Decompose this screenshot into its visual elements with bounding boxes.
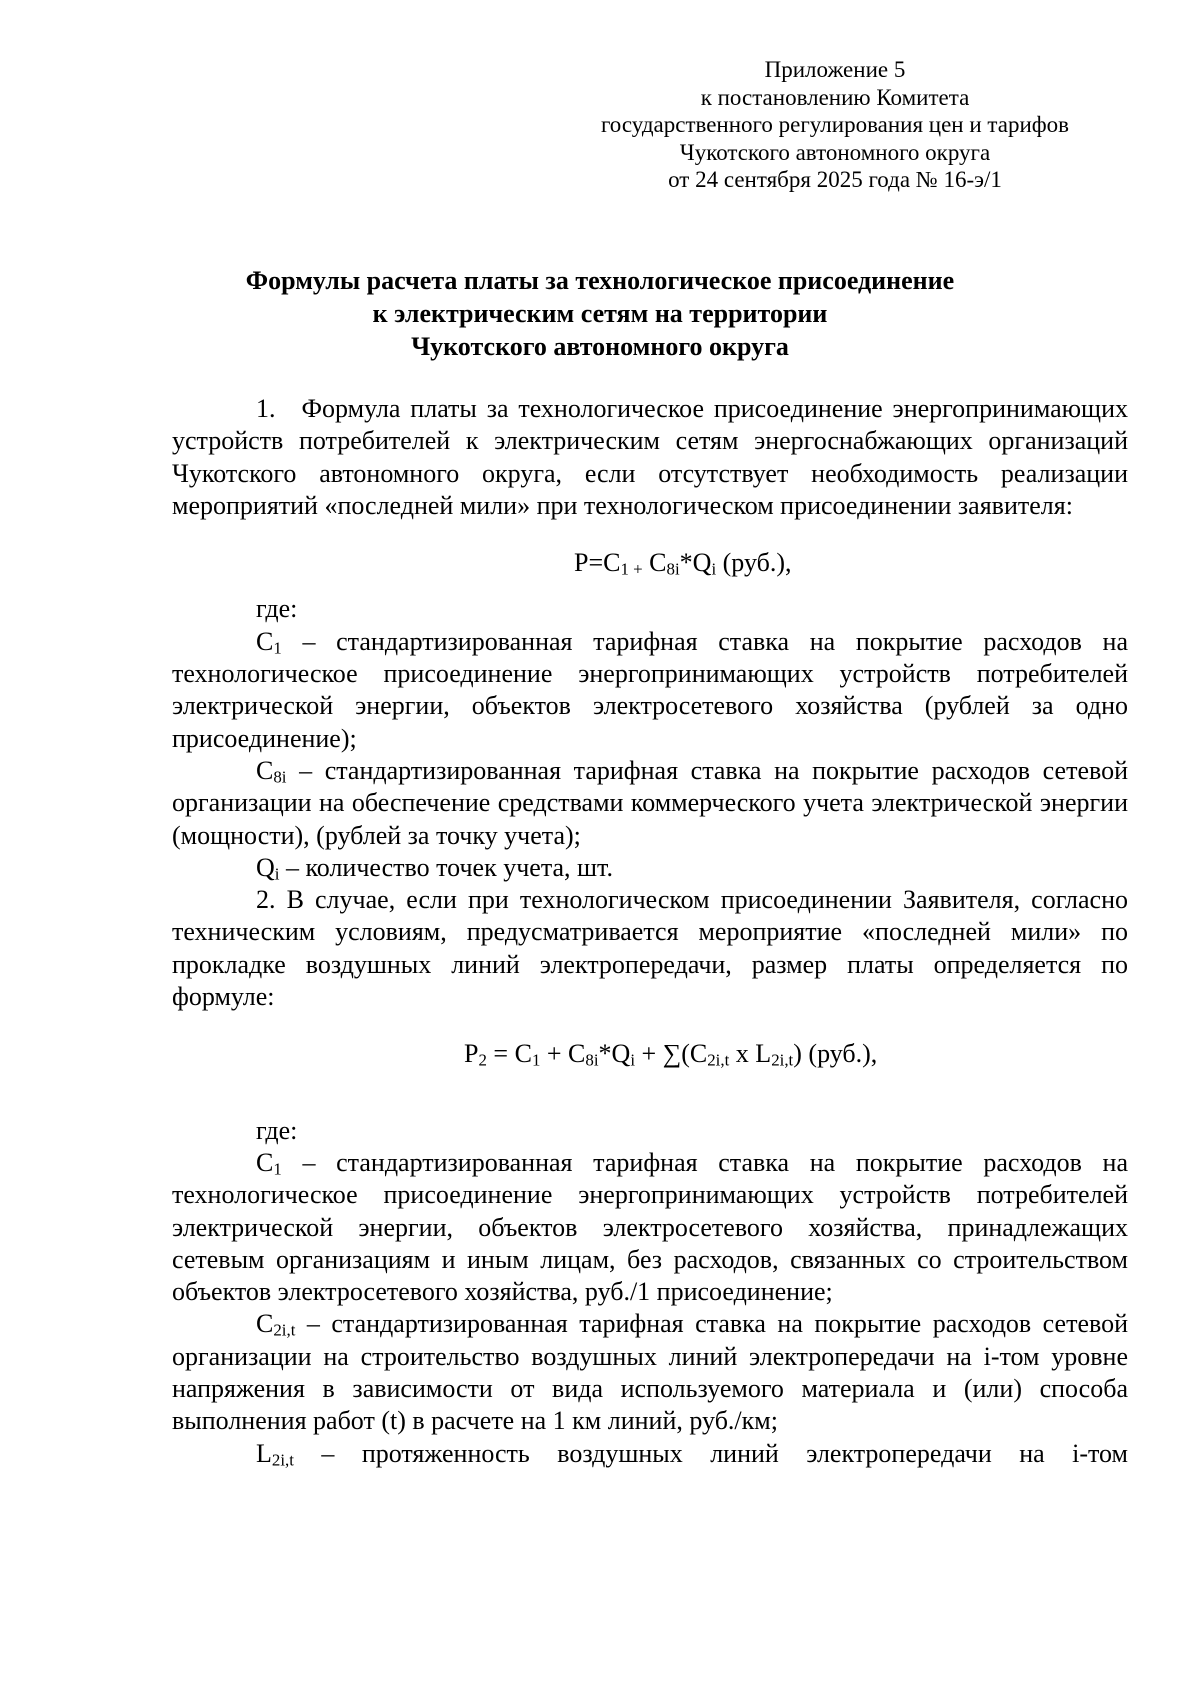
section-1-text: Формула платы за технологическое присоединение энергопринимающих устройств потребителей к электрическим сетям энергоснабжающих организаций Чукотского автономного округа, если отсутствует необходимость реализации мероприятий «последней мили» при технологическом присоединении заявителя: (172, 394, 1128, 520)
appendix-line: к постановлению Комитета (700, 84, 970, 110)
title-line: Формулы расчета платы за технологическое присоединение (245, 266, 955, 295)
appendix-line: Чукотского автономного округа (679, 139, 991, 165)
appendix-line: государственного регулирования цен и тарифов (600, 112, 1070, 137)
appendix-header (560, 56, 1110, 194)
title-line: к электрическим сетям на территории (372, 299, 828, 328)
section-2-text: В случае, если при технологическом присоединении Заявителя, согласно техническим условиям, предусматривается мероприятие «последней мили» по прокладке воздушных линий электропередачи, размер платы определяется по формуле: (172, 885, 1129, 1012)
definition-c2it: $C_{2i,t}$ – стандартизированная тарифная ставка на покрытие расходов сетевой организации на строительство воздушных линий электропередачи на i-том уровне напряжения в зависимости от вида используемого материала и (или) способа выполнения работ (t) в расчете на 1 км линий, руб./км; (172, 1309, 1128, 1436)
document-body (172, 393, 1128, 1470)
where-label: где: (256, 1115, 298, 1145)
definition-qi: $Q_i$ – количество точек учета, шт. (256, 852, 613, 884)
document-title (160, 264, 1040, 363)
definition-c8i: $C_{8i}$ – стандартизированная тарифная ставка на покрытие расходов сетевой организации на обеспечение средствами коммерческого учета электрической энергии (мощности), (рублей за точку учета); (172, 755, 1128, 850)
definition-c1: $C_1$ – стандартизированная тарифная ставка на покрытие расходов на технологическое присоединение энергопринимающих устройств потребителей электрической энергии, объектов электросетевого хозяйства (рублей за одно присоединение); (172, 626, 1128, 753)
where-label: где: (256, 594, 298, 624)
section-2-paragraph (172, 884, 1128, 1013)
definition-c1: $C_1$ – стандартизированная тарифная ставка на покрытие расходов на технологическое присоединение энергопринимающих устройств потребителей электрической энергии, объектов электросетевого хозяйства, принадлежащих сетевым организациям и иным лицам, без расходов, связанных со строительством объектов электросетевого хозяйства, руб./1 присоединение; (172, 1147, 1128, 1307)
appendix-line: от 24 сентября 2025 года № 16-э/1 (668, 167, 1002, 192)
appendix-line: Приложение 5 (764, 57, 906, 82)
formula-2: $P_2 = C_1 + C_{8i}*Q_i + \sum(C_{2i,t}$ x $L_{2i,t}$) (руб.), (464, 1039, 878, 1071)
section-1-paragraph (172, 393, 1128, 522)
section-2-number: 2. (256, 885, 276, 915)
formula-1: $P=C_{1 +}$ $C_{8i}*Q_i$ (руб.), (574, 548, 792, 579)
section-1-number: 1. (256, 394, 276, 423)
title-line: Чукотского автономного округа (411, 332, 789, 361)
definition-l2it: $L_{2i,t}$ – протяженность воздушных линий электропередачи на i-том (256, 1438, 1128, 1470)
